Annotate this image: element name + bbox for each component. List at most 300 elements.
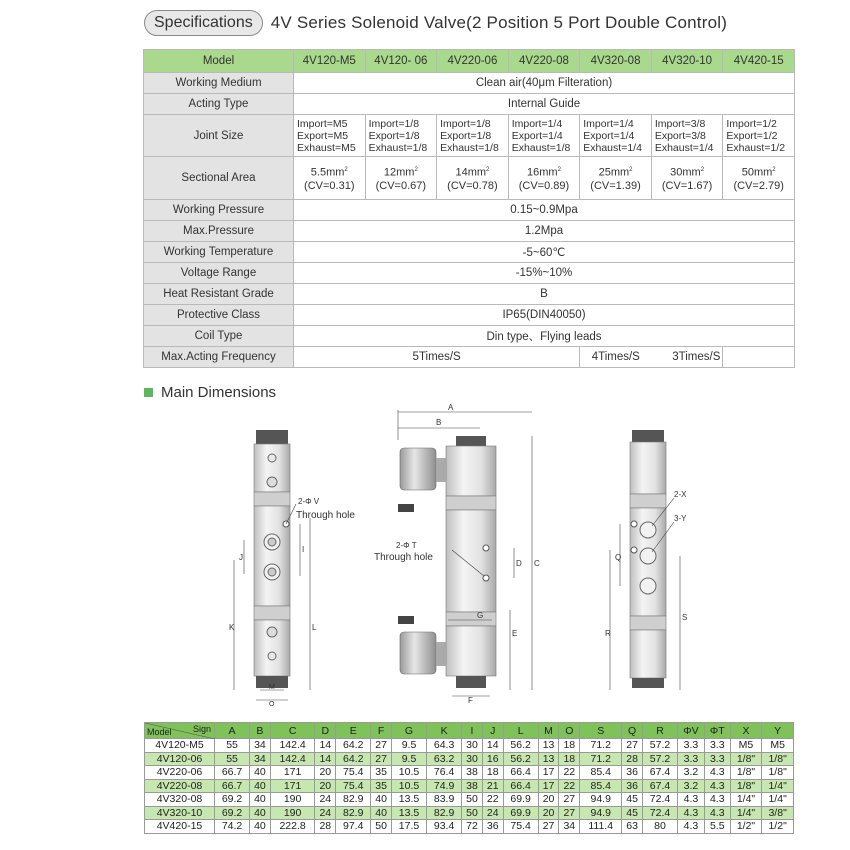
value-cell: 34: [250, 752, 271, 766]
value-cell: 18: [559, 752, 580, 766]
value-cell: 45: [622, 806, 643, 820]
middle-view-drawing: [374, 403, 540, 705]
value-cell: 63: [622, 820, 643, 834]
voltage-range-value: -15%~10%: [294, 263, 795, 284]
value-cell: 1/8": [730, 766, 762, 780]
column-header: I: [462, 723, 483, 739]
value-cell: 57.2: [642, 752, 677, 766]
cv-value: (CV=0.89): [518, 180, 570, 193]
model-cell: 4V320-10: [651, 50, 723, 73]
cv-value: (CV=1.67): [661, 180, 713, 193]
value-cell: 14: [315, 739, 336, 753]
row-label: Coil Type: [144, 326, 294, 347]
value-cell: 171: [270, 766, 315, 780]
column-header: M: [538, 723, 559, 739]
max-pressure-value: 1.2Mpa: [294, 221, 795, 242]
joint-size-cell: [365, 115, 437, 157]
value-cell: 20: [315, 766, 336, 780]
model-cell: 4V220-08: [508, 50, 580, 73]
cv-value: (CV=0.67): [375, 180, 427, 193]
value-cell: 18: [559, 739, 580, 753]
model-label: Model: [147, 727, 172, 737]
model-cell: 4V220-06: [437, 50, 509, 73]
dim-label-q: Q: [615, 553, 622, 562]
value-cell: 69.9: [503, 793, 538, 807]
value-cell: 27: [559, 793, 580, 807]
column-header: S: [580, 723, 622, 739]
value-cell: 74.9: [427, 779, 462, 793]
area-cell: [508, 157, 580, 200]
joint-line: Exhaust=1/8: [440, 141, 499, 154]
left-view-drawing: [229, 430, 355, 708]
cv-value: (CV=0.78): [447, 180, 498, 193]
value-cell: 3.2: [678, 766, 705, 780]
value-cell: 190: [270, 806, 315, 820]
coil-type-row: [144, 326, 795, 347]
area-value: 12mm: [383, 166, 415, 179]
table-row: [145, 766, 794, 780]
column-header: A: [215, 723, 250, 739]
column-header: D: [315, 723, 336, 739]
dim-label-o: O: [269, 701, 275, 708]
row-label: Joint Size: [144, 115, 294, 157]
dimensions-header-row: [145, 723, 794, 739]
column-header: O: [559, 723, 580, 739]
area-value: 5.5mm: [310, 166, 345, 179]
value-cell: 4.3: [704, 779, 730, 793]
value-cell: 72.4: [642, 793, 677, 807]
main-dimensions-title: Main Dimensions: [161, 384, 277, 401]
value-cell: 75.4: [336, 766, 371, 780]
row-label: Protective Class: [144, 305, 294, 326]
value-cell: 97.4: [336, 820, 371, 834]
value-cell: 30: [462, 739, 483, 753]
value-cell: 3.3: [704, 752, 730, 766]
value-cell: 50: [462, 806, 483, 820]
area-exponent: 2: [486, 166, 490, 173]
value-cell: 40: [250, 766, 271, 780]
frequency-value-b: 4Times/S: [580, 347, 652, 368]
value-cell: 69.2: [215, 793, 250, 807]
value-cell: M5: [730, 739, 762, 753]
value-cell: 1/4": [762, 793, 794, 807]
value-cell: 66.4: [503, 766, 538, 780]
model-row: [144, 50, 795, 73]
green-square-icon: [144, 388, 153, 397]
value-cell: 72: [462, 820, 483, 834]
joint-line: Import=1/4: [511, 117, 563, 130]
value-cell: 38: [462, 766, 483, 780]
dim-label-m: M: [269, 684, 275, 691]
joint-line: Import=3/8: [654, 117, 706, 130]
area-exponent: 2: [700, 166, 705, 173]
value-cell: 3/8": [762, 806, 794, 820]
acting-type-value: Internal Guide: [294, 94, 795, 115]
value-cell: 40: [371, 806, 392, 820]
value-cell: 13.5: [391, 793, 426, 807]
value-cell: 22: [482, 793, 503, 807]
value-cell: 35: [371, 779, 392, 793]
joint-line: Export=M5: [297, 129, 349, 142]
sign-model-header: [145, 723, 215, 739]
joint-line: Exhaust=1/8: [511, 141, 571, 154]
frequency-value-a: 5Times/S: [294, 347, 580, 368]
value-cell: 9.5: [391, 752, 426, 766]
column-header: R: [642, 723, 677, 739]
value-cell: 40: [250, 820, 271, 834]
row-label: Working Pressure: [144, 200, 294, 221]
column-header: Q: [622, 723, 643, 739]
value-cell: 64.3: [427, 739, 462, 753]
table-row: [145, 739, 794, 753]
dim-label-j: J: [239, 553, 243, 562]
value-cell: 27: [371, 752, 392, 766]
table-row: [145, 779, 794, 793]
value-cell: 24: [315, 793, 336, 807]
dim-label-f: F: [468, 696, 473, 705]
right-view-drawing: [605, 430, 687, 690]
value-cell: 10.5: [391, 779, 426, 793]
cv-value: (CV=0.31): [304, 180, 355, 193]
value-cell: 1/8": [762, 752, 794, 766]
dim-label-l: L: [312, 623, 317, 632]
y-port-label: 3-Y: [674, 514, 687, 523]
joint-size-cell: [651, 115, 723, 157]
value-cell: 93.4: [427, 820, 462, 834]
value-cell: 1/8": [730, 779, 762, 793]
value-cell: 30: [462, 752, 483, 766]
value-cell: 94.9: [580, 793, 622, 807]
working-medium-value: Clean air(40μm Filteration): [294, 73, 795, 94]
heat-grade-value: B: [294, 284, 795, 305]
model-cell: 4V220-06: [145, 766, 215, 780]
value-cell: 17.5: [391, 820, 426, 834]
area-cell: [294, 157, 366, 200]
joint-line: Import=1/4: [583, 117, 634, 130]
model-cell: 4V120-M5: [294, 50, 366, 73]
working-medium-row: [144, 73, 795, 94]
specifications-pill: Specifications: [144, 10, 263, 36]
joint-line: Exhaust=1/2: [726, 141, 786, 154]
value-cell: 142.4: [270, 739, 315, 753]
value-cell: 27: [622, 739, 643, 753]
dim-label-c: C: [534, 559, 540, 568]
column-header: J: [482, 723, 503, 739]
value-cell: 71.2: [580, 752, 622, 766]
joint-size-row: [144, 115, 795, 157]
joint-line: Import=1/8: [440, 117, 491, 130]
model-cell: 4V320-10: [145, 806, 215, 820]
area-value: 25mm: [598, 166, 630, 179]
heat-grade-row: [144, 284, 795, 305]
value-cell: 27: [371, 739, 392, 753]
model-cell: 4V420-15: [145, 820, 215, 834]
value-cell: 56.2: [503, 739, 538, 753]
value-cell: 28: [315, 820, 336, 834]
value-cell: 4.3: [678, 793, 705, 807]
working-temperature-row: [144, 242, 795, 263]
column-header: K: [427, 723, 462, 739]
value-cell: 36: [622, 766, 643, 780]
value-cell: 71.2: [580, 739, 622, 753]
dim-label-r: R: [605, 629, 611, 638]
value-cell: 40: [250, 793, 271, 807]
value-cell: 22: [559, 779, 580, 793]
protective-class-row: [144, 305, 795, 326]
value-cell: 142.4: [270, 752, 315, 766]
value-cell: 82.9: [336, 793, 371, 807]
value-cell: 34: [250, 739, 271, 753]
protective-class-value: IP65(DIN40050): [294, 305, 795, 326]
value-cell: 171: [270, 779, 315, 793]
dim-label-b: B: [436, 418, 442, 427]
value-cell: 24: [482, 806, 503, 820]
value-cell: 20: [538, 806, 559, 820]
value-cell: 67.4: [642, 779, 677, 793]
column-header: X: [730, 723, 762, 739]
value-cell: 22: [559, 766, 580, 780]
area-exponent: 2: [772, 166, 776, 173]
value-cell: 50: [371, 820, 392, 834]
value-cell: 16: [482, 752, 503, 766]
value-cell: 69.2: [215, 806, 250, 820]
value-cell: 66.4: [503, 779, 538, 793]
value-cell: M5: [762, 739, 794, 753]
column-header: ΦT: [704, 723, 730, 739]
spec-title-row: [144, 10, 727, 36]
value-cell: 1/4": [762, 779, 794, 793]
value-cell: 82.9: [336, 806, 371, 820]
through-hole-label-1: Through hole: [296, 510, 355, 521]
value-cell: 63.2: [427, 752, 462, 766]
joint-line: Export=1/4: [511, 129, 563, 142]
model-cell: 4V420-15: [723, 50, 795, 73]
column-header: E: [336, 723, 371, 739]
sectional-area-row: [144, 157, 795, 200]
value-cell: 13: [538, 752, 559, 766]
dim-label-i: I: [302, 545, 305, 554]
value-cell: 4.3: [704, 806, 730, 820]
joint-line: Exhaust=1/4: [654, 141, 714, 154]
value-cell: 1/8": [730, 752, 762, 766]
area-exponent: 2: [629, 166, 633, 173]
value-cell: 83.9: [427, 793, 462, 807]
dimensions-body: [145, 739, 794, 834]
sign-label: Sign: [192, 724, 211, 734]
joint-line: Export=1/8: [368, 129, 420, 142]
value-cell: 13: [538, 739, 559, 753]
joint-size-cell: [294, 115, 366, 157]
model-cell: 4V120- 06: [365, 50, 437, 73]
value-cell: 45: [622, 793, 643, 807]
joint-line: Export=3/8: [654, 129, 706, 142]
value-cell: 85.4: [580, 766, 622, 780]
dim-label-s: S: [682, 613, 688, 622]
row-label: Max.Pressure: [144, 221, 294, 242]
model-cell: 4V220-08: [145, 779, 215, 793]
row-label: Max.Acting Frequency: [144, 347, 294, 368]
value-cell: 66.7: [215, 779, 250, 793]
value-cell: 67.4: [642, 766, 677, 780]
column-header: G: [391, 723, 426, 739]
value-cell: 1/4": [730, 806, 762, 820]
value-cell: 4.3: [678, 820, 705, 834]
working-temperature-value: -5~60℃: [294, 242, 795, 263]
value-cell: 17: [538, 766, 559, 780]
acting-frequency-row: [144, 347, 795, 368]
value-cell: 40: [250, 779, 271, 793]
value-cell: 82.9: [427, 806, 462, 820]
acting-type-row: [144, 94, 795, 115]
value-cell: 18: [482, 766, 503, 780]
model-cell: 4V120-M5: [145, 739, 215, 753]
coil-type-value: Din type、Flying leads: [294, 326, 795, 347]
value-cell: 10.5: [391, 766, 426, 780]
value-cell: 1/4": [730, 793, 762, 807]
area-value: 14mm: [455, 166, 487, 179]
cv-value: (CV=1.39): [590, 180, 641, 193]
area-exponent: 2: [344, 166, 348, 173]
column-header: ΦV: [678, 723, 705, 739]
area-exponent: 2: [414, 166, 418, 173]
value-cell: 55: [215, 752, 250, 766]
joint-line: Import=M5: [297, 117, 348, 130]
dim-label-a: A: [448, 403, 454, 412]
value-cell: 76.4: [427, 766, 462, 780]
value-cell: 190: [270, 793, 315, 807]
table-row: [145, 752, 794, 766]
value-cell: 20: [538, 793, 559, 807]
value-cell: 13.5: [391, 806, 426, 820]
page-title: 4V Series Solenoid Valve(2 Position 5 Port Double Control): [270, 13, 728, 32]
value-cell: 40: [371, 793, 392, 807]
value-cell: 14: [482, 739, 503, 753]
model-label: Model: [144, 50, 294, 73]
value-cell: 80: [642, 820, 677, 834]
value-cell: 1/2": [762, 820, 794, 834]
row-label: Heat Resistant Grade: [144, 284, 294, 305]
value-cell: 222.8: [270, 820, 315, 834]
value-cell: 111.4: [580, 820, 622, 834]
table-row: [145, 820, 794, 834]
area-cell: [365, 157, 437, 200]
t-hole-label: 2-Φ T: [396, 541, 417, 550]
value-cell: 50: [462, 793, 483, 807]
dim-label-k: K: [229, 623, 235, 632]
value-cell: 57.2: [642, 739, 677, 753]
value-cell: 4.3: [704, 793, 730, 807]
area-cell: [437, 157, 509, 200]
value-cell: 21: [482, 779, 503, 793]
working-pressure-value: 0.15~0.9Mpa: [294, 200, 795, 221]
table-row: [145, 806, 794, 820]
value-cell: 64.2: [336, 752, 371, 766]
max-pressure-row: [144, 221, 795, 242]
value-cell: 3.3: [704, 739, 730, 753]
column-header: Y: [762, 723, 794, 739]
joint-size-cell: [580, 115, 652, 157]
through-hole-label-2: Through hole: [374, 552, 433, 563]
value-cell: 64.2: [336, 739, 371, 753]
joint-line: Exhaust=1/4: [583, 141, 642, 154]
area-value: 16mm: [527, 166, 558, 179]
joint-line: Export=1/8: [440, 129, 492, 142]
joint-size-cell: [508, 115, 580, 157]
value-cell: 1/2": [730, 820, 762, 834]
dimensions-table: [144, 722, 794, 834]
value-cell: 69.9: [503, 806, 538, 820]
value-cell: 4.3: [704, 766, 730, 780]
value-cell: 74.2: [215, 820, 250, 834]
value-cell: 4.3: [678, 806, 705, 820]
working-pressure-row: [144, 200, 795, 221]
value-cell: 75.4: [336, 779, 371, 793]
value-cell: 27: [559, 806, 580, 820]
area-cell: [651, 157, 723, 200]
main-dimensions-heading: [144, 384, 276, 401]
dimension-drawings: [220, 400, 720, 710]
area-exponent: 2: [557, 166, 561, 173]
dim-label-e: E: [512, 629, 518, 638]
value-cell: 35: [371, 766, 392, 780]
value-cell: 3.2: [678, 779, 705, 793]
row-label: Working Temperature: [144, 242, 294, 263]
joint-line: Exhaust=1/8: [368, 141, 428, 154]
value-cell: 28: [622, 752, 643, 766]
value-cell: 40: [250, 806, 271, 820]
x-port-label: 2-X: [674, 490, 687, 499]
value-cell: 38: [462, 779, 483, 793]
frequency-value-c: 3Times/S: [651, 347, 723, 368]
column-header: C: [270, 723, 315, 739]
joint-line: Export=1/4: [583, 129, 635, 142]
dim-label-d: D: [516, 559, 522, 568]
joint-line: Exhaust=M5: [297, 141, 356, 154]
value-cell: 27: [538, 820, 559, 834]
value-cell: 36: [482, 820, 503, 834]
model-cell: 4V320-08: [145, 793, 215, 807]
value-cell: 14: [315, 752, 336, 766]
value-cell: 24: [315, 806, 336, 820]
column-header: L: [503, 723, 538, 739]
area-cell: [580, 157, 652, 200]
area-value: 50mm: [741, 166, 773, 179]
row-label: Sectional Area: [144, 157, 294, 200]
column-header: B: [250, 723, 271, 739]
value-cell: 75.4: [503, 820, 538, 834]
value-cell: 72.4: [642, 806, 677, 820]
model-cell: 4V320-08: [580, 50, 652, 73]
value-cell: 85.4: [580, 779, 622, 793]
model-cell: 4V120-06: [145, 752, 215, 766]
joint-size-cell: [723, 115, 795, 157]
value-cell: 94.9: [580, 806, 622, 820]
value-cell: 55: [215, 739, 250, 753]
value-cell: 5.5: [704, 820, 730, 834]
dim-label-g: G: [477, 611, 484, 620]
cv-value: (CV=2.79): [733, 180, 784, 193]
value-cell: 1/8": [762, 766, 794, 780]
joint-line: Export=1/2: [726, 129, 778, 142]
value-cell: 66.7: [215, 766, 250, 780]
v-hole-label: 2-Φ V: [298, 497, 320, 506]
value-cell: 56.2: [503, 752, 538, 766]
specifications-table: [143, 49, 795, 368]
row-label: Voltage Range: [144, 263, 294, 284]
frequency-value-empty: [723, 347, 795, 368]
column-header: F: [371, 723, 392, 739]
joint-line: Import=1/8: [368, 117, 420, 130]
